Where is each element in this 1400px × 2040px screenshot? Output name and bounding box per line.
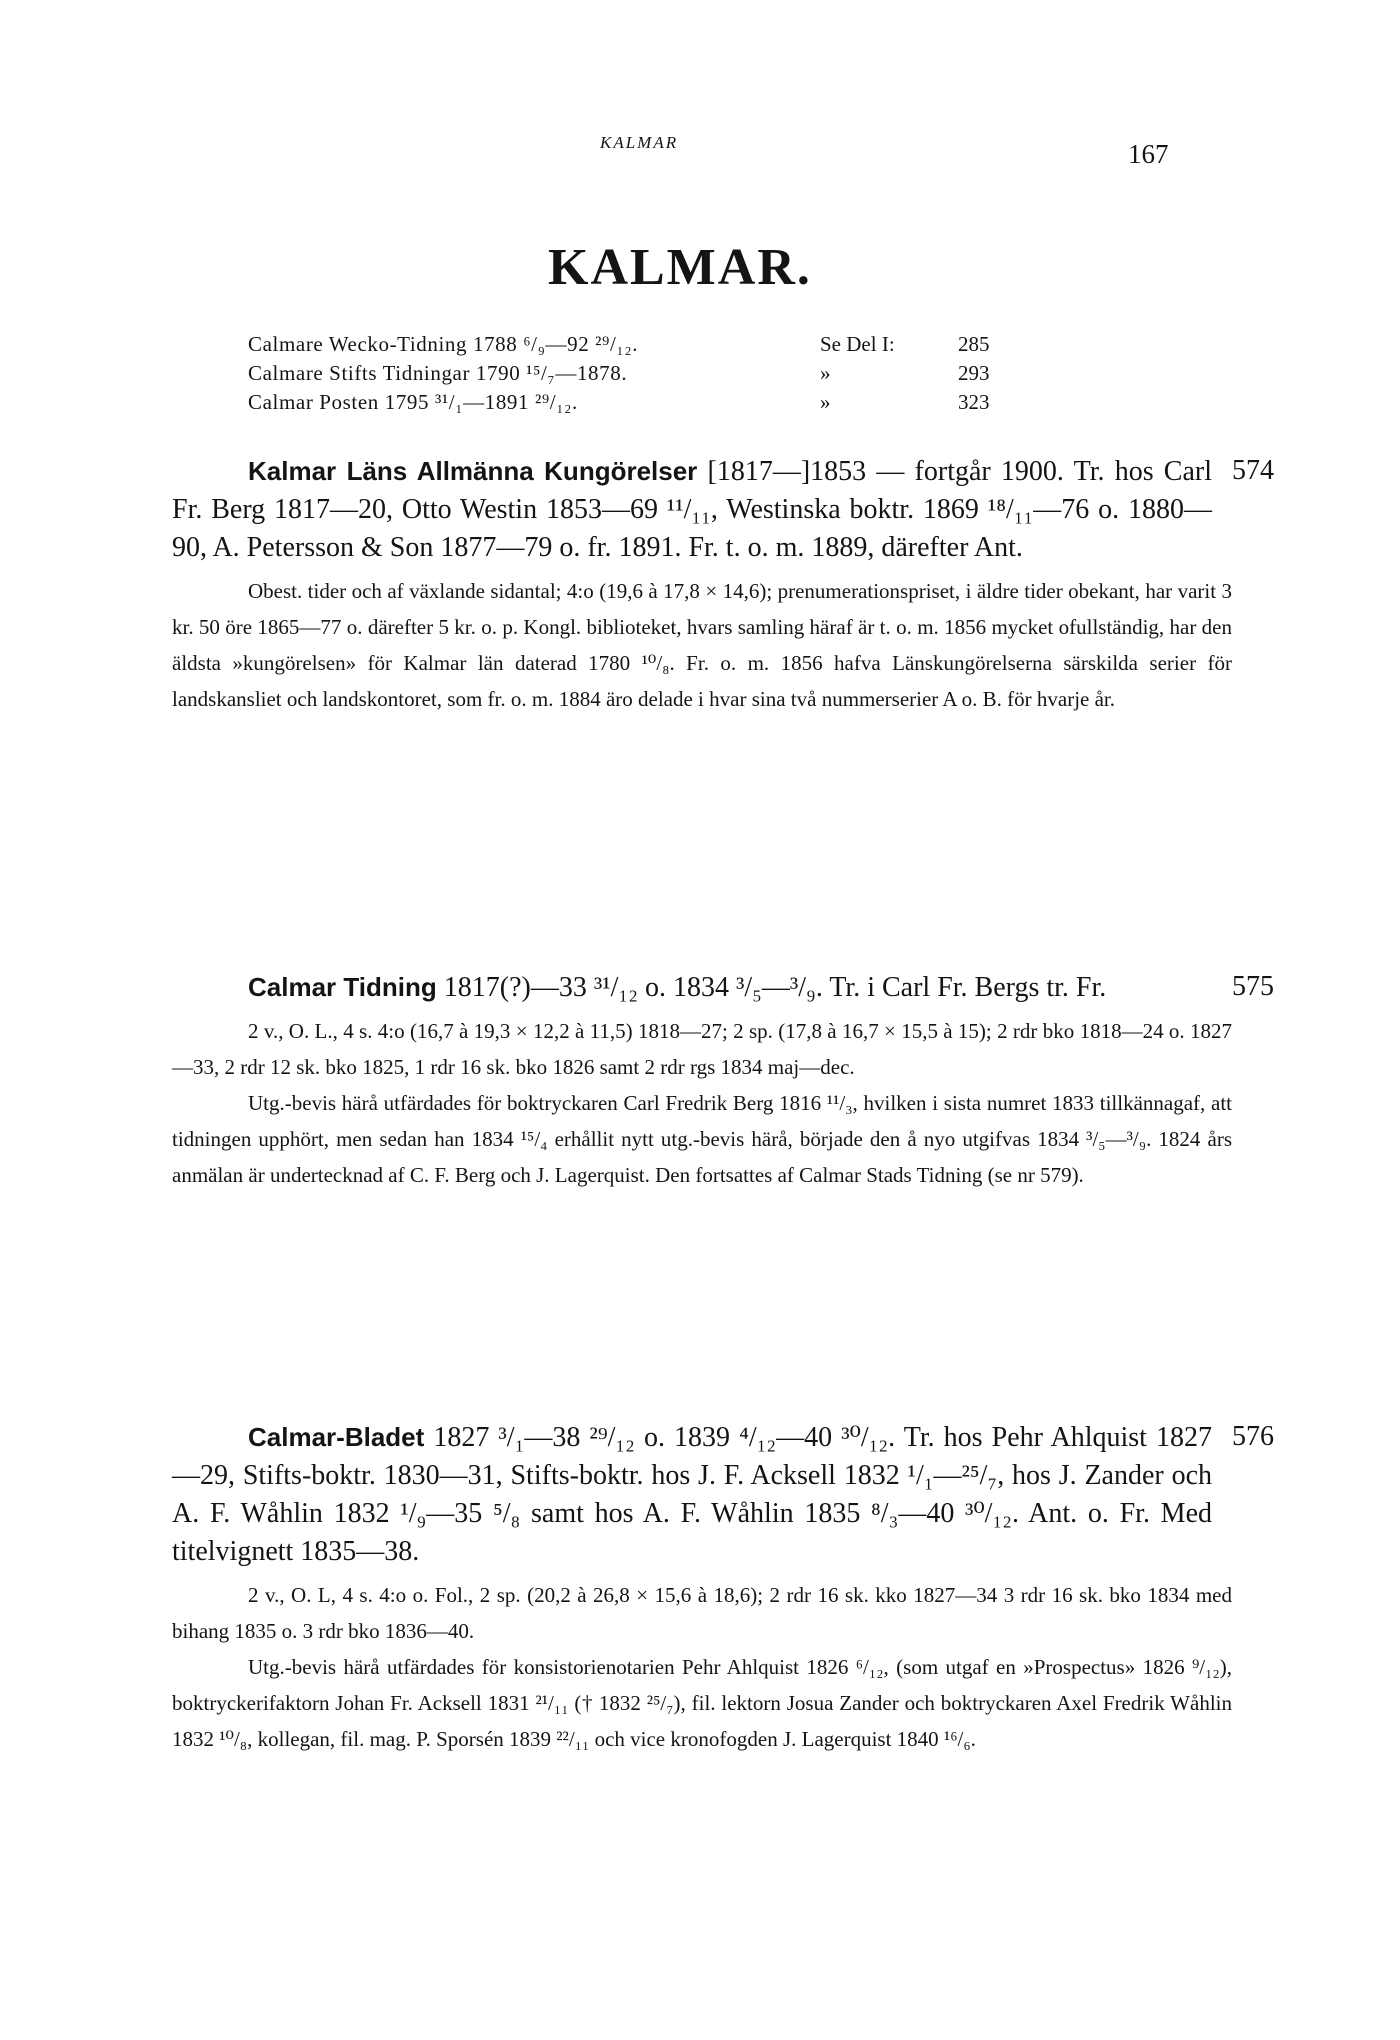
- entry-number: 574: [1232, 455, 1274, 486]
- newspaper-name: Calmar-Bladet: [248, 1422, 425, 1452]
- cross-references: [248, 330, 1068, 417]
- reference-row: [248, 330, 1068, 359]
- entry-lead-text: 1817(?)—33 ³¹/₁₂ o. 1834 ³/₅—³/₉. Tr. i Carl Fr. Bergs tr. Fr.: [436, 972, 1107, 1003]
- reference-number: 285: [958, 332, 990, 356]
- entry-lead-text: [1817—]1853 — fortgår 1900. Tr. hos Carl Fr. Berg 1817—20, Otto Westin 1853—69 ¹¹/₁₁, Westinska boktr. 1869 ¹⁸/₁₁—76 o. 1880—90, A. Petersson & Son 1877—79 o. fr. 1891. Fr. t. o. m. 1889, därefter Ant.: [172, 456, 1213, 563]
- entry-574: [172, 452, 1274, 717]
- entry-575: [172, 968, 1274, 1193]
- reference-number: 323: [958, 390, 990, 414]
- entry-number: 575: [1232, 971, 1274, 1002]
- page-number: 167: [1128, 139, 1169, 169]
- reference-row: [248, 388, 1068, 417]
- entry-detail: Obest. tider och af växlande sidantal; 4:o (19,6 à 17,8 × 14,6); prenumerationspriset, i äldre tider obekant, har varit 3 kr. 50 öre 1865—77 o. därefter 5 kr. o. p. Kongl. biblioteket, hvars samling häraf är t. o. m. 1856 mycket ofullständig, har den äldsta »kungörelsen» för Kalmar län daterad 1780 ¹⁰/₈. Fr. o. m. 1856 hafva Länskungörelserna särskilda serier för landskansliet och landskontoret, som fr. o. m. 1884 äro delade i hvar sina två nummerserier A o. B. för hvarje år.: [172, 579, 1232, 711]
- entry-lead-text: 1827 ³/₁—38 ²⁹/₁₂ o. 1839 ⁴/₁₂—40 ³⁰/₁₂. Tr. hos Pehr Ahlquist 1827—29, Stifts-boktr. 1830—31, Stifts-boktr. hos J. F. Acksell 1832 ¹/₁—²⁵/₇, hos J. Zander och A. F. Wåhlin 1832 ¹/₉—35 ⁵/₈ samt hos A. F. Wåhlin 1835 ⁸/₃—40 ³⁰/₁₂. Ant. o. Fr. Med titelvignett 1835—38.: [172, 1422, 1212, 1567]
- entry-detail: Utg.-bevis härå utfärdades för konsistorienotarien Pehr Ahlquist 1826 ⁶/₁₂, (som utgaf en »Prospectus» 1826 ⁹/₁₂), boktryckerifaktorn Johan Fr. Acksell 1831 ²¹/₁₁ († 1832 ²⁵/₇), fil. lektorn Josua Zander och boktryckaren Axel Fredrik Wåhlin 1832 ¹⁰/₈, kollegan, fil. mag. P. Sporsén 1839 ²²/₁₁ och vice kronofogden J. Lagerquist 1840 ¹⁶/₆.: [172, 1655, 1232, 1751]
- newspaper-name: Calmar Tidning: [248, 972, 437, 1002]
- reference-number: 293: [958, 361, 990, 385]
- entry-detail: Utg.-bevis härå utfärdades för boktryckaren Carl Fredrik Berg 1816 ¹¹/₃, hvilken i sista numret 1833 tillkännagaf, att tidningen upphört, men sedan han 1834 ¹⁵/₄ erhållit nytt utg.-bevis härå, började den å nyo utgifvas 1834 ³/₅—³/₉. 1824 års anmälan är undertecknad af C. F. Berg och J. Lagerquist. Den fortsattes af Calmar Stads Tidning (se nr 579).: [172, 1091, 1232, 1187]
- reference-row: [248, 359, 1068, 388]
- page-title: KALMAR.: [548, 239, 812, 296]
- reference-title: Calmare Stifts Tidningar 1790 ¹⁵/₇—1878.: [248, 361, 628, 385]
- reference-title: Calmar Posten 1795 ³¹/₁—1891 ²⁹/₁₂.: [248, 390, 578, 414]
- reference-volume: »: [820, 390, 831, 414]
- entry-number: 576: [1232, 1421, 1274, 1452]
- reference-volume: Se Del I:: [820, 332, 895, 356]
- entry-detail: 2 v., O. L, 4 s. 4:o o. Fol., 2 sp. (20,2 à 26,8 × 15,6 à 18,6); 2 rdr 16 sk. kko 1827—34 3 rdr 16 sk. bko 1834 med bihang 1835 o. 3 rdr bko 1836—40.: [172, 1583, 1232, 1643]
- reference-volume: »: [820, 361, 831, 385]
- reference-title: Calmare Wecko-Tidning 1788 ⁶/₉—92 ²⁹/₁₂.: [248, 332, 639, 356]
- entry-heading: [172, 968, 1212, 1007]
- entry-detail: 2 v., O. L., 4 s. 4:o (16,7 à 19,3 × 12,2 à 11,5) 1818—27; 2 sp. (17,8 à 16,7 × 15,5 à 15); 2 rdr bko 1818—24 o. 1827—33, 2 rdr 12 sk. bko 1825, 1 rdr 16 sk. bko 1826 samt 2 rdr rgs 1834 maj—dec.: [172, 1019, 1232, 1079]
- newspaper-name: Kalmar Läns Allmänna Kungörelser: [248, 456, 698, 486]
- running-head: KALMAR: [600, 133, 679, 152]
- entry-576: [172, 1418, 1274, 1757]
- entry-heading: [172, 1418, 1212, 1571]
- entry-heading: [172, 452, 1212, 567]
